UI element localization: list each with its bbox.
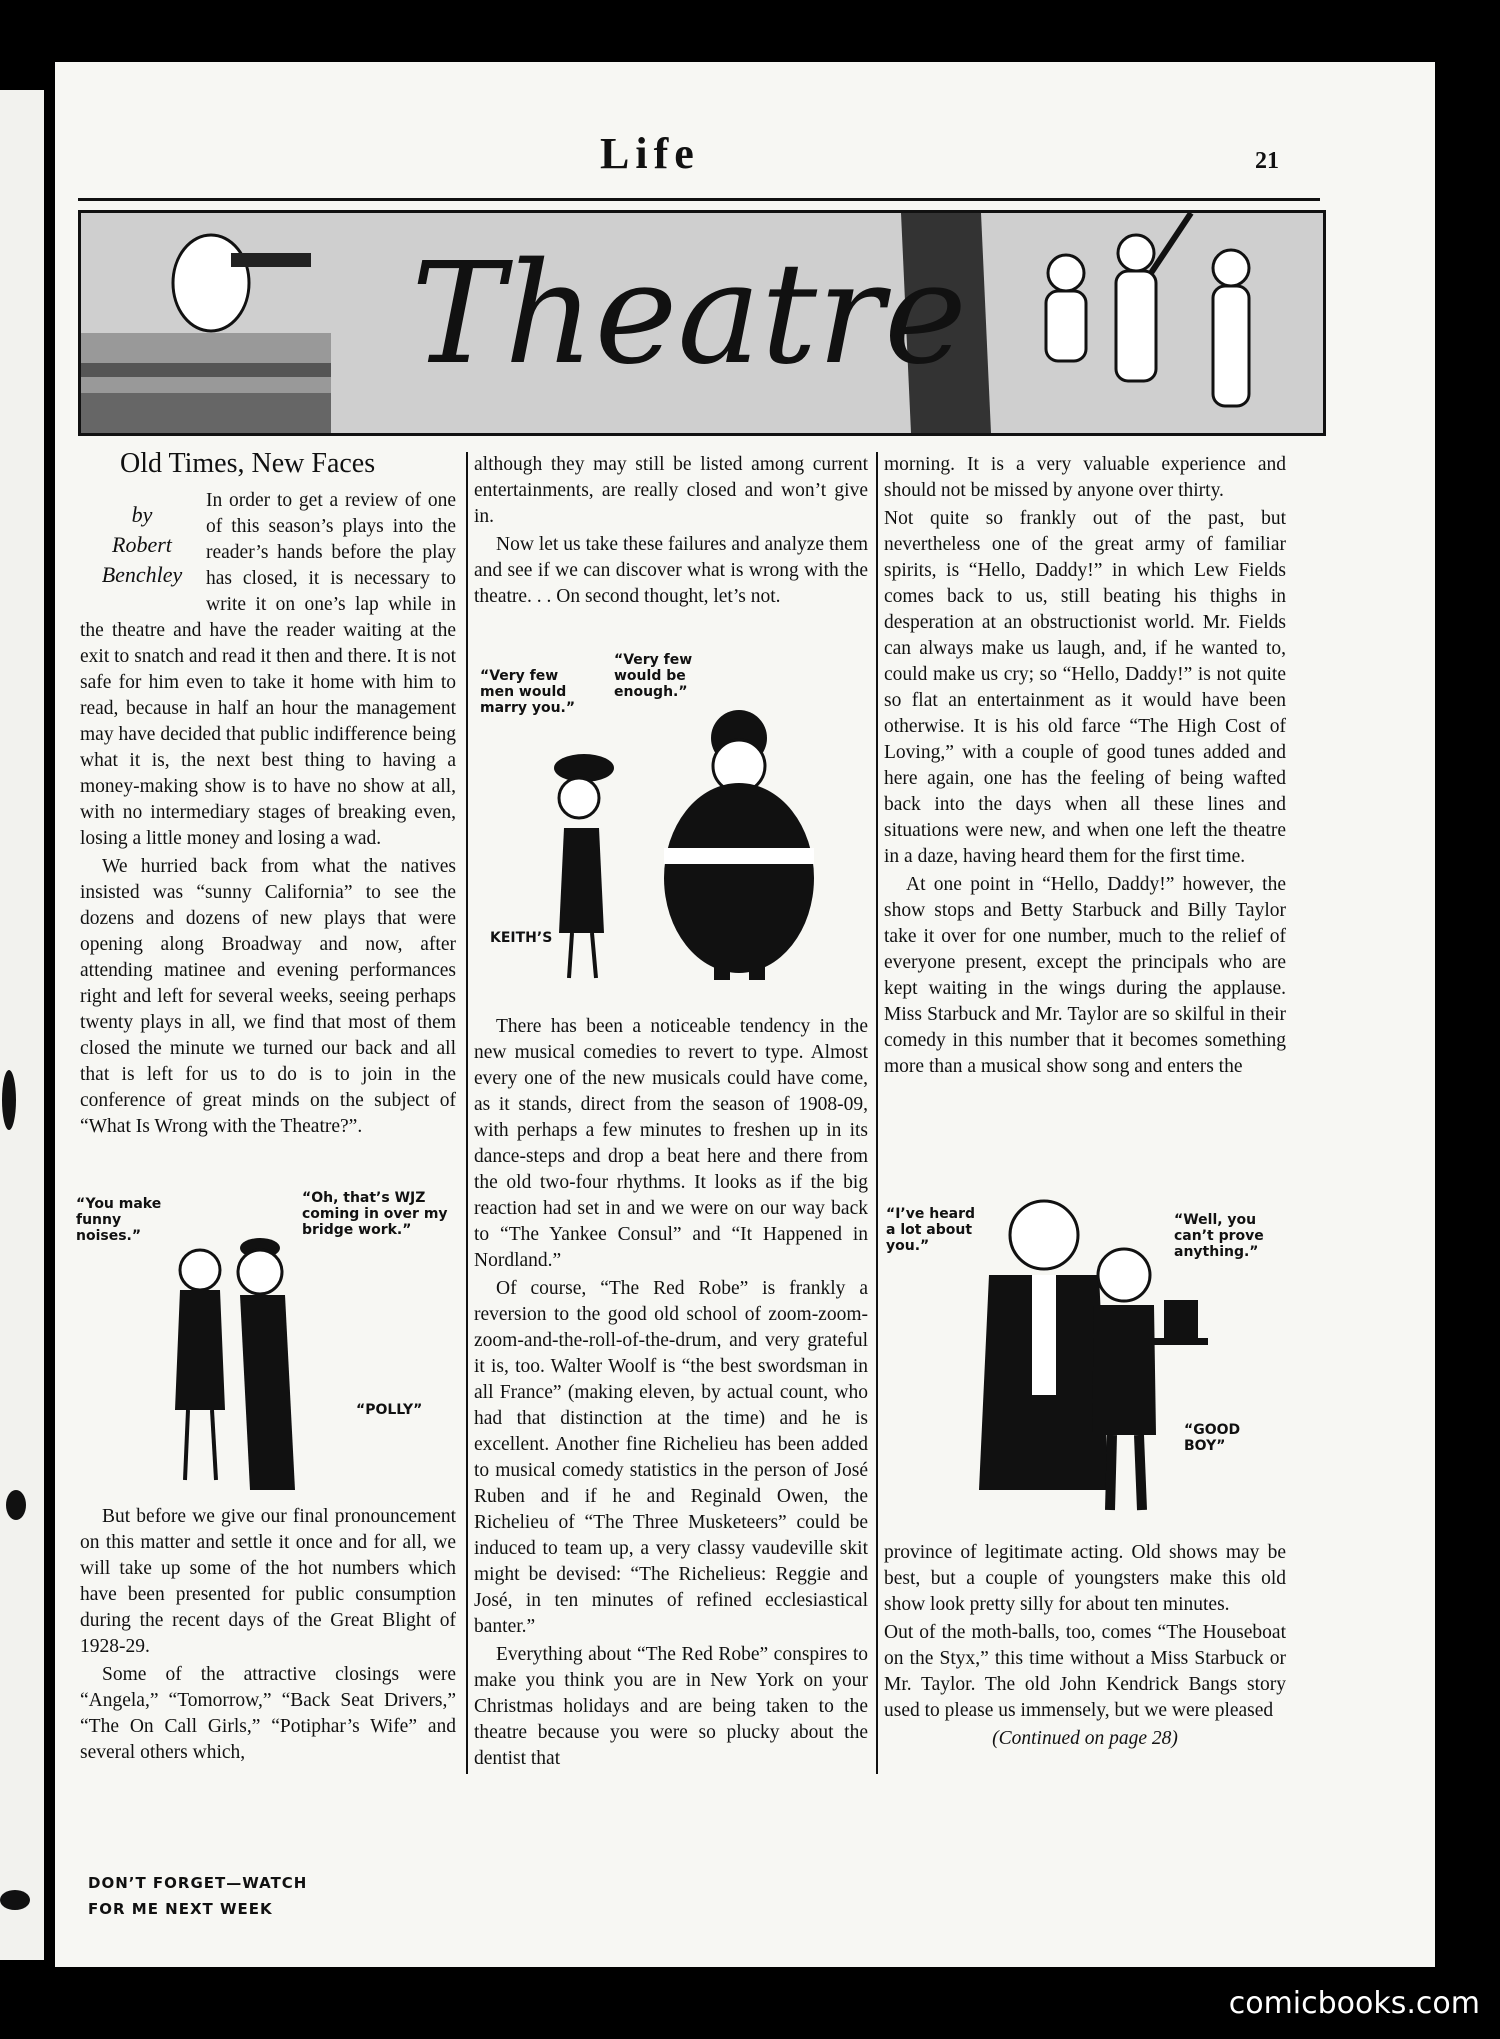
article-title: Old Times, New Faces — [120, 448, 376, 479]
byline-last: Benchley — [101, 562, 183, 587]
cartoon-caption-left: “Very few men would marry you.” — [480, 668, 576, 716]
column-divider — [876, 452, 878, 1774]
paragraph: Now let us take these failures and analyze them and see if we can discover what is wrong with the theatre. . . On second thought, let’s not. — [474, 534, 868, 607]
cartoon-drawing — [70, 1190, 460, 1500]
cartoon-good-boy — [884, 1190, 1286, 1520]
paragraph: Of course, “The Red Robe” is frankly a reversion to the good old school of zoom-zoom-zoom-and-the-roll-of-the-drum, and very grateful it is, too. Walter Woolf is “the best swordsman in all France” (making eleven, by actual count, who had that distinction at the time) and he is excellent. Another fine Richelieu has been added to musical comedy statistics in the person of José Ruben and if he and Reginald Owen, the Richelieu of “The Three Musketeers” could be induced to team up, a very classy vaudeville skit might be devised: “The Richelieus: Reggie and José, in ten minutes of refined ecclesiastical banter.” — [474, 1278, 868, 1637]
paragraph: We hurried back from what the natives insisted was “sunny California” to see the dozens and dozens of new plays that were opening along Broadway and now, after attending matinee and evening performances right and left for several weeks, seeing perhaps twenty plays in all, we find that most of them closed the minute we turned our back and all that is left for us to do is to join in the conference of great minds on the subject of “What Is Wrong with the Theatre?”. — [80, 856, 456, 1137]
continued-note: (Continued on page 28) — [992, 1728, 1178, 1749]
paragraph: Not quite so frankly out of the past, but nevertheless one of the great army of familiar spirits, is “Hello, Daddy!” in which Lew Fields comes back to us, still beating his thighs in desperation at an obstructionist world. Mr. Fields can always make us laugh, and, if he wanted to, could make us cry; so “Hello, Daddy!” is not quite so flat an entertainment as it would have been otherwise. It is his old farce “The High Cost of Loving,” with a couple of good tunes added and here again, one has the feeling of being wafted back into the days when all these lines and situations were new, and when one left the theatre in a daze, having heard them for the first time. — [884, 508, 1286, 867]
masthead: Life — [600, 129, 700, 178]
cartoon-caption-right: “Well, you can’t prove anything.” — [1174, 1212, 1264, 1260]
paragraph: At one point in “Hello, Daddy!” however, the show stops and Betty Starbuck and Billy Taylor take it over for one number, much to the relief of everyone present, except the principals who are kept waiting in the wings during the applause. Miss Starbuck and Mr. Taylor are so skilful in their comedy in this number that it becomes something more than a musical show song and enters the — [884, 874, 1286, 1077]
cartoon-caption-right: “Very few would be enough.” — [614, 652, 693, 700]
paragraph: Out of the moth-balls, too, comes “The Houseboat on the Styx,” this time without a Miss Starbuck or Mr. Taylor. The old John Kendrick Bangs story used to please us immensely, but we were pleased — [884, 1622, 1286, 1721]
header-rule — [78, 198, 1320, 201]
paragraph: In order to get a review of one of this season’s plays into the reader’s hands before the play has closed, it is necessary to write it on one’s lap while in the theatre and have the reader waiting at the exit to snatch and read it then and there. It is not safe for him even to take it home with him to read, because in half an hour the management may have decided that public indifference being what it is, the next best thing to having a money-making show is to have no show at all, with no intermediary stages of breaking even, losing a little money and losing a wad. — [80, 490, 456, 849]
column-3-bottom — [884, 1540, 1286, 1752]
footer-line: DON’T FORGET—WATCH — [88, 1874, 308, 1892]
cartoon-polly — [70, 1190, 460, 1500]
cartoon-keiths — [474, 648, 868, 988]
cartoon-label: KEITH’S — [490, 930, 553, 946]
watermark: comicbooks.com — [1228, 1986, 1480, 2021]
cartoon-caption-right: “Oh, that’s WJZ coming in over my bridge work.” — [302, 1190, 448, 1238]
page-number: 21 — [1255, 148, 1279, 174]
footer-note — [88, 1870, 307, 1922]
footer-line: FOR ME NEXT WEEK — [88, 1900, 273, 1918]
column-2-bottom — [474, 1014, 868, 1774]
paragraph: But before we give our final pronouncement on this matter and settle it once and for all, we will take up some of the hot numbers which have been presented for public consumption during the recent days of the Great Blight of 1928-29. — [80, 1506, 456, 1657]
cartoon-label: “POLLY” — [356, 1402, 423, 1418]
theatre-banner — [78, 210, 1326, 436]
column-2-top — [474, 452, 868, 612]
byline-by: by — [131, 502, 153, 527]
paragraph: morning. It is a very valuable experience and should not be missed by anyone over thirty. — [884, 454, 1286, 501]
cartoon-label: “GOOD BOY” — [1184, 1422, 1241, 1454]
column-1-bottom — [80, 1504, 456, 1768]
paragraph: although they may still be listed among current entertainments, are really closed and won’t give in. — [474, 454, 868, 527]
previous-page-edge — [0, 90, 44, 1960]
cartoon-caption-left: “You make funny noises.” — [76, 1196, 162, 1244]
banner-title: Theatre — [411, 233, 967, 396]
paragraph: Some of the attractive closings were “Angela,” “Tomorrow,” “Back Seat Drivers,” “The On Call Girls,” “Potiphar’s Wife” and several others which, — [80, 1664, 456, 1763]
paragraph: There has been a noticeable tendency in the new musical comedies to revert to type. Almost every one of the new musicals could have come, as it stands, direct from the season of 1908-09, with perhaps a few minutes to freshen up in its dance-steps and drop a beat here and there from the old two-four rhythms. It looks as if the big reaction had set in and we were on our way back to “The Yankee Consul” and “It Happened in Nordland.” — [474, 1016, 868, 1271]
column-divider — [466, 452, 468, 1774]
paragraph: province of legitimate acting. Old shows may be best, but a couple of youngsters make this old show look pretty silly for about ten minutes. — [884, 1542, 1286, 1615]
cartoon-drawing — [884, 1190, 1286, 1520]
column-1 — [80, 488, 456, 1142]
column-3-top — [884, 452, 1286, 1082]
cartoon-caption-left: “I’ve heard a lot about you.” — [886, 1206, 976, 1254]
paragraph: Everything about “The Red Robe” conspires to make you think you are in New York on your Christmas holidays and are being taken to the theatre because you were so plucky about the dentist that — [474, 1644, 868, 1769]
byline-first: Robert — [112, 532, 172, 557]
